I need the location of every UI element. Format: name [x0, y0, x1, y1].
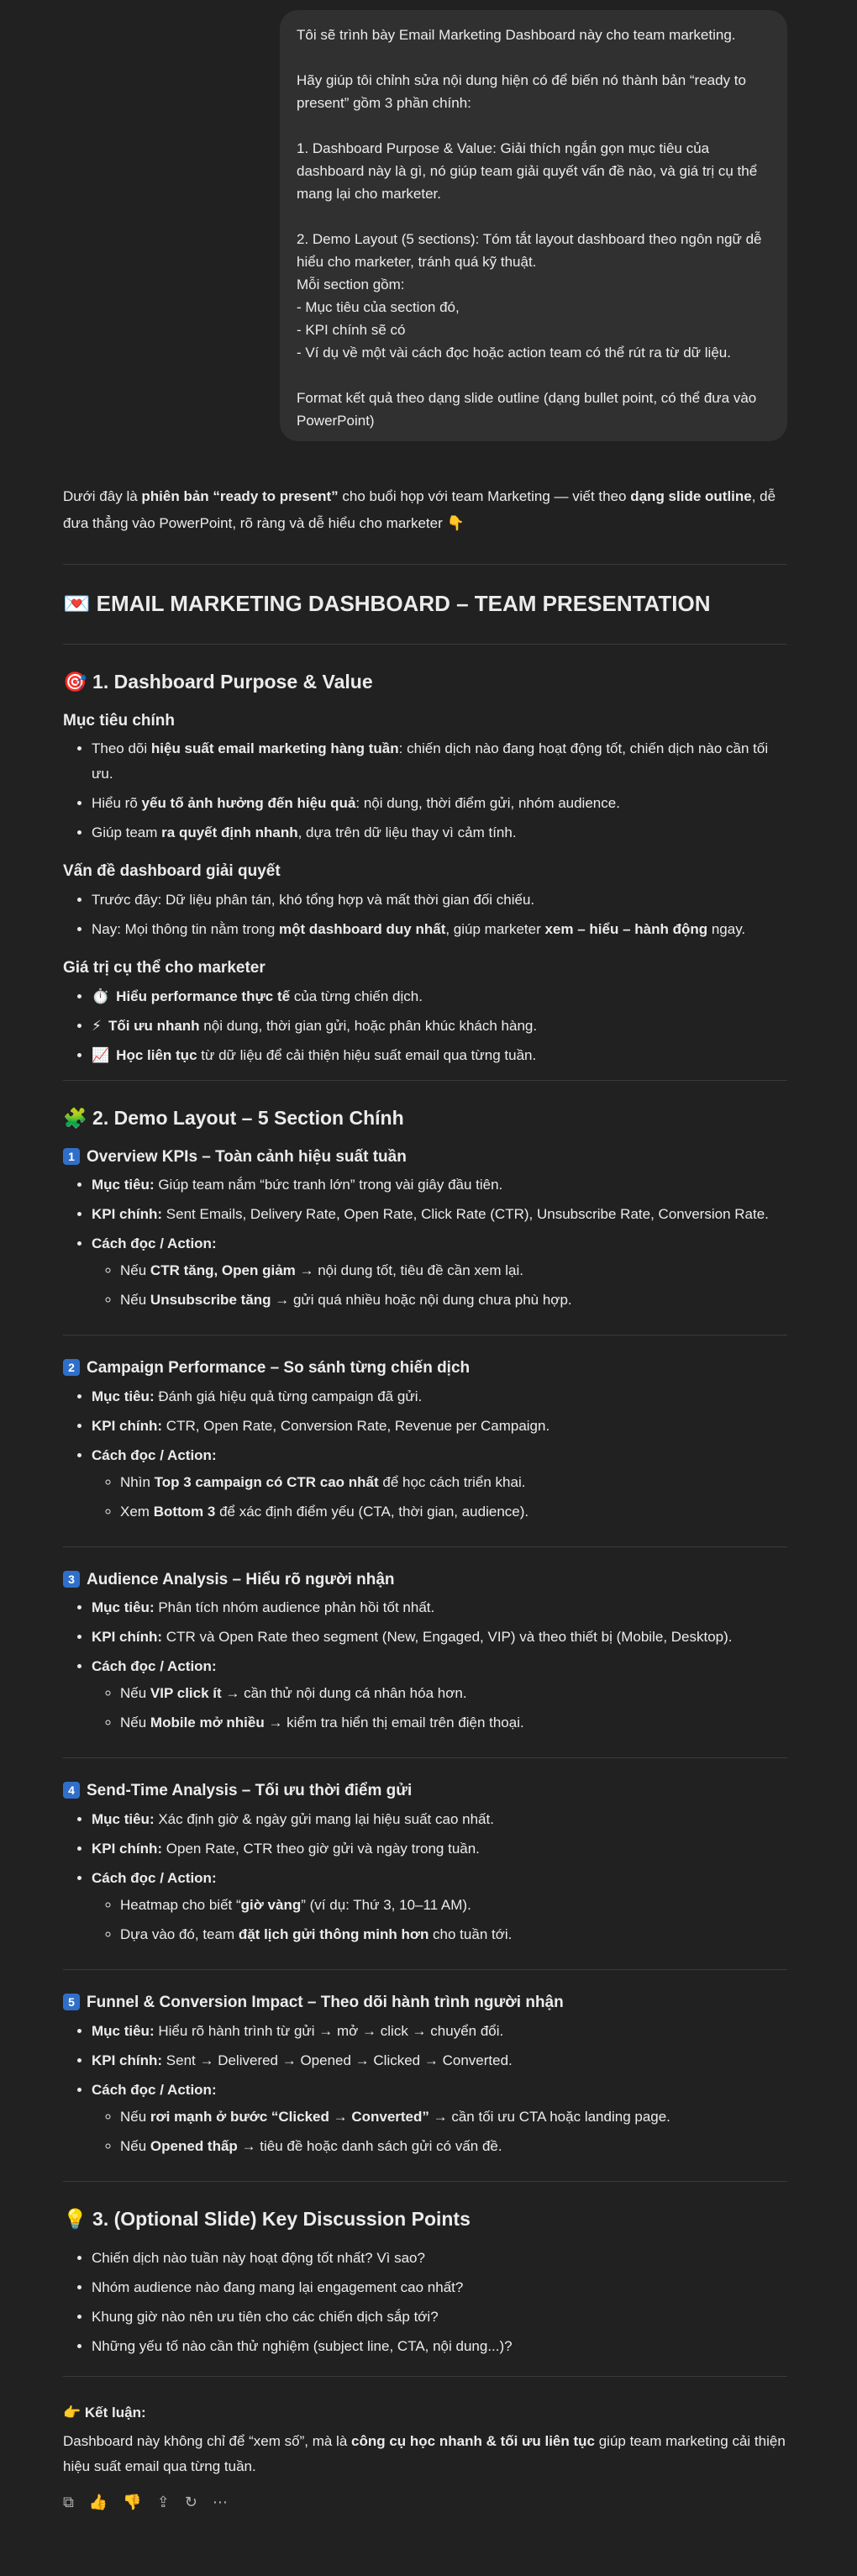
lightning-icon: ⚡: [92, 1017, 102, 1034]
layout-section-1-title: 1 Overview KPIs – Toàn cảnh hiệu suất tuần: [63, 1146, 787, 1168]
goal-subheading: Mục tiêu chính: [63, 711, 175, 730]
list-item: • 📈 Học liên tục từ dữ liệu để cải thiện hiệu suất email qua từng tuần.: [92, 1043, 787, 1068]
layout-section-2-title: 2 Campaign Performance – So sánh từng chiến dịch: [63, 1357, 787, 1379]
layout-section-5-title: 5 Funnel & Conversion Impact – Theo dõi hành trình người nhận: [63, 1992, 787, 2014]
number-badge-icon: 3: [63, 1571, 80, 1588]
number-badge-icon: 1: [63, 1148, 80, 1165]
list-item: ◦ Nếu CTR tăng, Open giảm → nội dung tốt, tiêu đề cần xem lại.: [120, 1258, 787, 1283]
action-list: [92, 1470, 787, 1525]
divider: [63, 2376, 787, 2377]
list-item: • Khung giờ nào nên ưu tiên cho các chiến dịch sắp tới?: [92, 2305, 787, 2330]
list-item: • Cách đọc / Action: ◦ Nếu CTR tăng, Open giảm → nội dung tốt, tiêu đề cần xem lại. ◦ Nếu Unsubscribe tăng → gửi quá nhiều hoặc nội dung chưa phù hợp.: [92, 1231, 787, 1313]
action-list: [92, 1681, 787, 1736]
copy-icon[interactable]: ⧉: [63, 2493, 74, 2510]
problem-list: [63, 888, 787, 942]
list-item: • Mục tiêu: Xác định giờ & ngày gửi mang lại hiệu suất cao nhất.: [92, 1807, 787, 1832]
user-message-paragraph: Tôi sẽ trình bày Email Marketing Dashboard này cho team marketing.: [297, 27, 736, 43]
list-item: ◦ Heatmap cho biết “giờ vàng” (ví dụ: Thứ 3, 10–11 AM).: [120, 1893, 787, 1918]
layout-section-4-list: [63, 1807, 787, 1947]
value-list: [63, 984, 787, 1068]
list-item: ◦ Nếu Opened thấp → tiêu đề hoặc danh sách gửi có vấn đề.: [120, 2134, 787, 2159]
discussion-list: [63, 2246, 787, 2359]
number-badge-icon: 4: [63, 1782, 80, 1799]
conclusion-text: Dashboard này không chỉ để “xem số”, mà là công cụ học nhanh & tối ưu liên tục giúp team marketing cải thiện hiệu suất email qua từng tuần.: [63, 2432, 786, 2474]
number-badge-icon: 5: [63, 1994, 80, 2010]
message-action-bar: [63, 2491, 787, 2515]
section-3-heading: 💡 3. (Optional Slide) Key Discussion Points: [63, 2207, 471, 2230]
list-item: ◦ Nhìn Top 3 campaign có CTR cao nhất để học cách triển khai.: [120, 1470, 787, 1495]
list-item: ◦ Nếu VIP click ít → cần thử nội dung cá nhân hóa hơn.: [120, 1681, 787, 1706]
list-item: • Mục tiêu: Đánh giá hiệu quả từng campaign đã gửi.: [92, 1384, 787, 1409]
list-item: • KPI chính: Sent Emails, Delivery Rate, Open Rate, Click Rate (CTR), Unsubscribe Rate, Conversion Rate.: [92, 1202, 787, 1227]
action-list: [92, 2105, 787, 2159]
action-list: [92, 1893, 787, 1947]
divider: [63, 564, 787, 565]
list-item: • Cách đọc / Action: ◦ Heatmap cho biết “giờ vàng” (ví dụ: Thứ 3, 10–11 AM). ◦ Dựa vào đó, team đặt lịch gửi thông minh hơn cho tuần tới.: [92, 1866, 787, 1947]
list-item: • Nay: Mọi thông tin nằm trong một dashboard duy nhất, giúp marketer xem – hiểu – hành động ngay.: [92, 917, 787, 942]
layout-section-3-title: 3 Audience Analysis – Hiểu rõ người nhận: [63, 1569, 787, 1591]
list-item: ◦ Nếu Unsubscribe tăng → gửi quá nhiều hoặc nội dung chưa phù hợp.: [120, 1288, 787, 1313]
stopwatch-icon: ⏱️: [92, 988, 110, 1004]
user-message-paragraph: 2. Demo Layout (5 sections): Tóm tắt layout dashboard theo ngôn ngữ dễ hiểu cho marketer, tránh quá kỹ thuật. Mỗi section gồm: - Mục tiêu của section đó, - KPI chính sẽ có - Ví dụ về một vài cách đọc hoặc action team có thể rút ra từ dữ liệu.: [297, 231, 762, 361]
user-message-bubble: [280, 10, 787, 441]
divider: [63, 1969, 787, 1970]
list-item: • Cách đọc / Action: ◦ Nếu VIP click ít → cần thử nội dung cá nhân hóa hơn. ◦ Nếu Mobile mở nhiều → kiểm tra hiển thị email trên điện thoại.: [92, 1654, 787, 1736]
divider: [63, 644, 787, 645]
list-item: • ⚡ Tối ưu nhanh nội dung, thời gian gửi, hoặc phân khúc khách hàng.: [92, 1014, 787, 1039]
list-item: • Cách đọc / Action: ◦ Nếu rơi mạnh ở bước “Clicked → Converted” → cần tối ưu CTA hoặc landing page. ◦ Nếu Opened thấp → tiêu đề hoặc danh sách gửi có vấn đề.: [92, 2078, 787, 2159]
list-item: • Mục tiêu: Giúp team nắm “bức tranh lớn” trong vài giây đầu tiên.: [92, 1172, 787, 1198]
presentation-title: 💌 EMAIL MARKETING DASHBOARD – TEAM PRESENTATION: [63, 591, 711, 616]
divider: [63, 2181, 787, 2182]
assistant-response: [63, 483, 787, 2515]
list-item: • Chiến dịch nào tuần này hoạt động tốt nhất? Vì sao?: [92, 2246, 787, 2271]
value-subheading: Giá trị cụ thể cho marketer: [63, 958, 266, 977]
more-options-icon[interactable]: ⋯: [212, 2493, 228, 2510]
number-badge-icon: 2: [63, 1359, 80, 1376]
layout-section-3-list: [63, 1595, 787, 1736]
regenerate-icon[interactable]: ↻: [184, 2493, 197, 2510]
user-message-paragraph: Hãy giúp tôi chỉnh sửa nội dung hiện có để biến nó thành bản “ready to present” gồm 3 phần chính:: [297, 72, 750, 111]
problem-subheading: Vấn đề dashboard giải quyết: [63, 862, 281, 881]
list-item: • KPI chính: CTR, Open Rate, Conversion Rate, Revenue per Campaign.: [92, 1414, 787, 1439]
section-1-heading: 🎯 1. Dashboard Purpose & Value: [63, 670, 373, 693]
layout-section-2-list: [63, 1384, 787, 1525]
list-item: ◦ Nếu rơi mạnh ở bước “Clicked → Converted” → cần tối ưu CTA hoặc landing page.: [120, 2105, 787, 2130]
list-item: • Giúp team ra quyết định nhanh, dựa trên dữ liệu thay vì cảm tính.: [92, 820, 787, 845]
divider: [63, 1546, 787, 1547]
user-message-paragraph: 1. Dashboard Purpose & Value: Giải thích ngắn gọn mục tiêu của dashboard này là gì, nó giúp team giải quyết vấn đề nào, và giá trị cụ thể mang lại cho marketer.: [297, 140, 761, 202]
conclusion-heading: 👉 Kết luận:: [63, 2404, 146, 2421]
list-item: ◦ Dựa vào đó, team đặt lịch gửi thông minh hơn cho tuần tới.: [120, 1922, 787, 1947]
list-item: • Mục tiêu: Phân tích nhóm audience phản hồi tốt nhất.: [92, 1595, 787, 1620]
list-item: • ⏱️ Hiểu performance thực tế của từng chiến dịch.: [92, 984, 787, 1009]
layout-section-4-title: 4 Send-Time Analysis – Tối ưu thời điểm gửi: [63, 1780, 787, 1802]
user-message-paragraph: Format kết quả theo dạng slide outline (dạng bullet point, có thể đưa vào PowerPoint): [297, 390, 760, 429]
list-item: • Mục tiêu: Hiểu rõ hành trình từ gửi → mở → click → chuyển đổi.: [92, 2019, 787, 2044]
list-item: • Theo dõi hiệu suất email marketing hàng tuần: chiến dịch nào đang hoạt động tốt, chiến dịch nào cần tối ưu.: [92, 736, 787, 787]
action-list: [92, 1258, 787, 1313]
list-item: • Cách đọc / Action: ◦ Nhìn Top 3 campaign có CTR cao nhất để học cách triển khai. ◦ Xem Bottom 3 để xác định điểm yếu (CTA, thời gian, audience).: [92, 1443, 787, 1525]
layout-section-1-list: [63, 1172, 787, 1313]
response-intro: Dưới đây là phiên bản “ready to present” cho buổi họp với team Marketing — viết theo dạng slide outline, dễ đưa thẳng vào PowerPoint, rõ ràng và dễ hiểu cho marketer 👇: [63, 488, 776, 531]
divider: [63, 1080, 787, 1081]
list-item: • KPI chính: Open Rate, CTR theo giờ gửi và ngày trong tuần.: [92, 1836, 787, 1862]
share-icon[interactable]: ⇪: [156, 2493, 170, 2510]
thumbs-down-icon[interactable]: 👎: [123, 2493, 142, 2510]
list-item: • Trước đây: Dữ liệu phân tán, khó tổng hợp và mất thời gian đối chiếu.: [92, 888, 787, 913]
list-item: • Hiểu rõ yếu tố ảnh hưởng đến hiệu quả: nội dung, thời điểm gửi, nhóm audience.: [92, 791, 787, 816]
layout-section-5-list: [63, 2019, 787, 2159]
list-item: • Những yếu tố nào cần thử nghiệm (subject line, CTA, nội dung...)?: [92, 2334, 787, 2359]
divider: [63, 1757, 787, 1758]
thumbs-up-icon[interactable]: 👍: [88, 2493, 108, 2510]
list-item: • KPI chính: CTR và Open Rate theo segment (New, Engaged, VIP) và theo thiết bị (Mobile, Desktop).: [92, 1625, 787, 1650]
chart-up-icon: 📈: [92, 1046, 110, 1063]
goal-list: [63, 736, 787, 845]
list-item: • Nhóm audience nào đang mang lại engagement cao nhất?: [92, 2275, 787, 2300]
list-item: ◦ Nếu Mobile mở nhiều → kiểm tra hiển thị email trên điện thoại.: [120, 1710, 787, 1736]
list-item: • KPI chính: Sent → Delivered → Opened → Clicked → Converted.: [92, 2048, 787, 2073]
list-item: ◦ Xem Bottom 3 để xác định điểm yếu (CTA, thời gian, audience).: [120, 1499, 787, 1525]
section-2-heading: 🧩 2. Demo Layout – 5 Section Chính: [63, 1106, 404, 1129]
